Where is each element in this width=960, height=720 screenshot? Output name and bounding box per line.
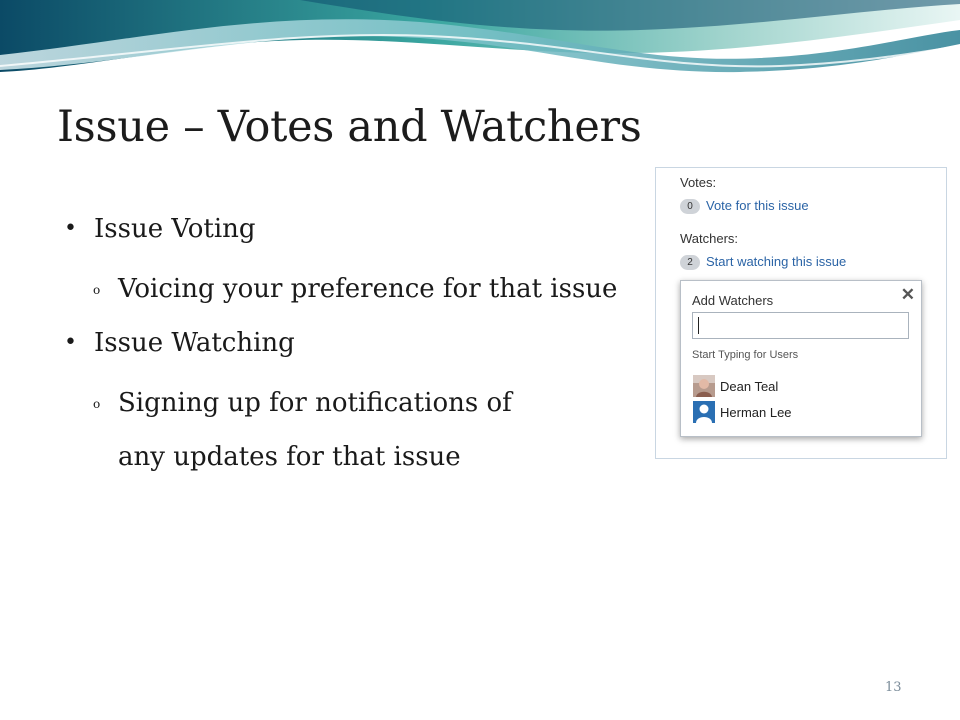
- bullet-list: [60, 205, 660, 484]
- page-number: 13: [885, 680, 902, 695]
- typing-hint: Start Typing for Users: [692, 349, 799, 361]
- vote-for-issue-link[interactable]: Vote for this issue: [706, 198, 809, 213]
- bullet-issue-voting: [60, 205, 660, 262]
- votes-label: Votes:: [680, 175, 717, 190]
- votes-count-badge: 0: [680, 199, 700, 214]
- text-caret: [698, 317, 699, 334]
- add-watchers-popup: [680, 280, 922, 437]
- header-wave-banner: [0, 0, 960, 80]
- watchers-count-badge[interactable]: 2: [680, 255, 700, 270]
- sub-bullet-text: Voicing your preference for that issue: [118, 274, 618, 304]
- user-photo-avatar: [693, 375, 715, 397]
- slide-title: Issue – Votes and Watchers: [57, 102, 642, 152]
- sub-bullet-ring-icon: o: [93, 283, 101, 297]
- bullet-text: Issue Voting: [94, 214, 256, 244]
- start-watching-link[interactable]: Start watching this issue: [706, 254, 847, 269]
- sub-bullet-watching: [60, 376, 660, 484]
- popup-title: Add Watchers: [692, 293, 774, 308]
- user-name: Dean Teal: [720, 379, 779, 394]
- bullet-dot-icon: •: [64, 330, 77, 355]
- bullet-dot-icon: •: [64, 216, 77, 241]
- watcher-search-input[interactable]: [692, 312, 909, 339]
- default-user-avatar: [693, 401, 715, 423]
- watchers-label: Watchers:: [680, 231, 739, 246]
- bullet-issue-watching: [60, 319, 660, 376]
- sub-bullet-text: Signing up for notifications of any updates for that issue: [118, 388, 512, 472]
- bullet-text: Issue Watching: [94, 328, 295, 358]
- sub-bullet-ring-icon: o: [93, 397, 101, 411]
- close-icon[interactable]: ✕: [900, 285, 915, 304]
- user-name: Herman Lee: [720, 405, 792, 420]
- sub-bullet-voting: [60, 262, 660, 319]
